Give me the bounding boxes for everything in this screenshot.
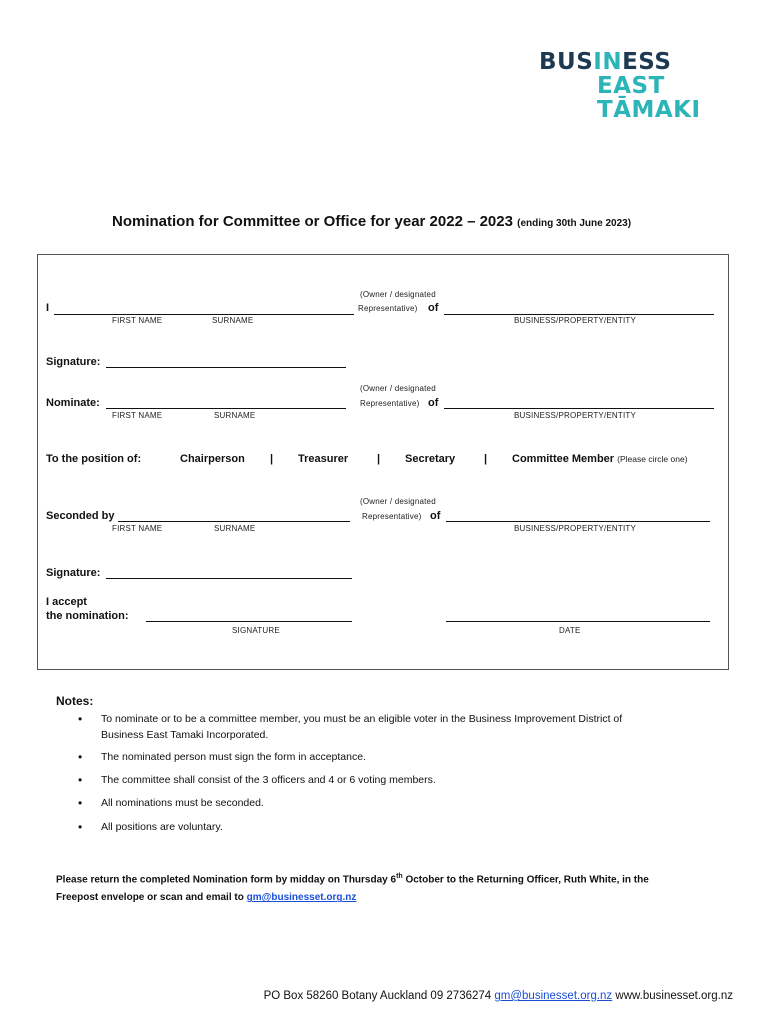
bullet-icon: • (78, 796, 83, 810)
accept-date-input-line[interactable] (446, 621, 710, 622)
notes-heading: Notes: (56, 694, 94, 708)
seconded-label: Seconded by (46, 510, 115, 522)
seconder-signature-label: Signature: (46, 567, 101, 579)
title-subtitle: (ending 30th June 2023) (517, 218, 632, 229)
accept-signature-input-line[interactable] (146, 621, 352, 622)
first-name-caption: FIRST NAME (112, 411, 163, 420)
bullet-icon: • (78, 773, 83, 787)
first-name-caption: FIRST NAME (112, 316, 163, 325)
position-chairperson[interactable]: Chairperson (180, 453, 245, 465)
surname-caption: SURNAME (214, 411, 256, 420)
accept-label-line2: the nomination: (46, 610, 129, 622)
representative-note: Representative) (362, 512, 422, 521)
note-item: All nominations must be seconded. (101, 797, 264, 809)
note-item: The committee shall consist of the 3 officers and 4 or 6 voting members. (101, 774, 436, 786)
of-label: of (428, 302, 439, 314)
nominee-business-input-line[interactable] (444, 408, 714, 409)
footer (264, 990, 733, 1002)
bullet-icon: • (78, 750, 83, 764)
surname-caption: SURNAME (212, 316, 254, 325)
footer-website: www.businesset.org.nz (612, 990, 733, 1002)
logo-text: TĀMAKI (597, 97, 701, 123)
position-secretary[interactable]: Secretary (405, 453, 456, 465)
logo-text: EAST (597, 73, 665, 99)
nominee-name-input-line[interactable] (106, 408, 346, 409)
position-separator: | (377, 453, 381, 465)
seconder-signature-input-line[interactable] (106, 578, 352, 579)
i-label: I (46, 302, 50, 314)
seconder-name-input-line[interactable] (118, 521, 350, 522)
business-caption: BUSINESS/PROPERTY/ENTITY (514, 524, 637, 533)
ordinal-suffix: th (396, 873, 403, 880)
position-committee-member[interactable]: Committee Member (512, 453, 615, 465)
position-treasurer[interactable]: Treasurer (298, 453, 349, 465)
note-item-continuation: Business East Tamaki Incorporated. (101, 729, 269, 741)
owner-note: (Owner / designated (360, 497, 436, 506)
footer-address: PO Box 58260 Botany Auckland 09 2736274 (263, 990, 495, 1002)
first-name-caption: FIRST NAME (112, 524, 163, 533)
accept-label-line1: I accept (46, 596, 87, 608)
business-east-tamaki-logo (539, 50, 701, 122)
footer-email-link[interactable]: gm@businesset.org.nz (494, 990, 613, 1002)
of-label: of (430, 510, 441, 522)
logo-text: BUS (539, 49, 594, 75)
position-label: To the position of: (46, 453, 142, 465)
of-label: of (428, 397, 439, 409)
position-committee-member-group[interactable] (512, 453, 688, 465)
signature-input-line[interactable] (106, 367, 346, 368)
business-caption: BUSINESS/PROPERTY/ENTITY (514, 316, 637, 325)
page-title (112, 213, 631, 230)
representative-note: Representative) (360, 399, 420, 408)
note-item: All positions are voluntary. (101, 821, 223, 833)
position-separator: | (270, 453, 274, 465)
return-text: Please return the completed Nomination form by midday on Thursday 6 (56, 874, 397, 886)
name-input-line[interactable] (54, 314, 354, 315)
representative-note: Representative) (358, 304, 418, 313)
signature-label: Signature: (46, 356, 101, 368)
date-caption: DATE (559, 626, 581, 635)
return-email-link[interactable]: gm@businesset.org.nz (246, 892, 357, 904)
note-item: The nominated person must sign the form in acceptance. (101, 751, 366, 763)
seconder-business-input-line[interactable] (446, 521, 710, 522)
return-text: October to the Returning Officer, Ruth White, in the (402, 874, 649, 886)
bullet-icon: • (78, 820, 83, 834)
return-instructions (56, 868, 746, 907)
business-input-line[interactable] (444, 314, 714, 315)
business-caption: BUSINESS/PROPERTY/ENTITY (514, 411, 637, 420)
nominate-label: Nominate: (46, 397, 100, 409)
note-item: To nominate or to be a committee member, you must be an eligible voter in the Business Improvement District of (101, 713, 623, 725)
signature-caption: SIGNATURE (232, 626, 280, 635)
title-main: Nomination for Committee or Office for year 2022 – 2023 (112, 213, 513, 230)
circle-note: (Please circle one) (617, 454, 688, 464)
logo-text: IN (593, 49, 623, 75)
owner-note: (Owner / designated (360, 384, 436, 393)
position-separator: | (484, 453, 488, 465)
return-text: Freepost envelope or scan and email to (56, 892, 247, 904)
owner-note: (Owner / designated (360, 290, 436, 299)
surname-caption: SURNAME (214, 524, 256, 533)
bullet-icon: • (78, 712, 83, 726)
logo-text: ESS (622, 49, 672, 75)
